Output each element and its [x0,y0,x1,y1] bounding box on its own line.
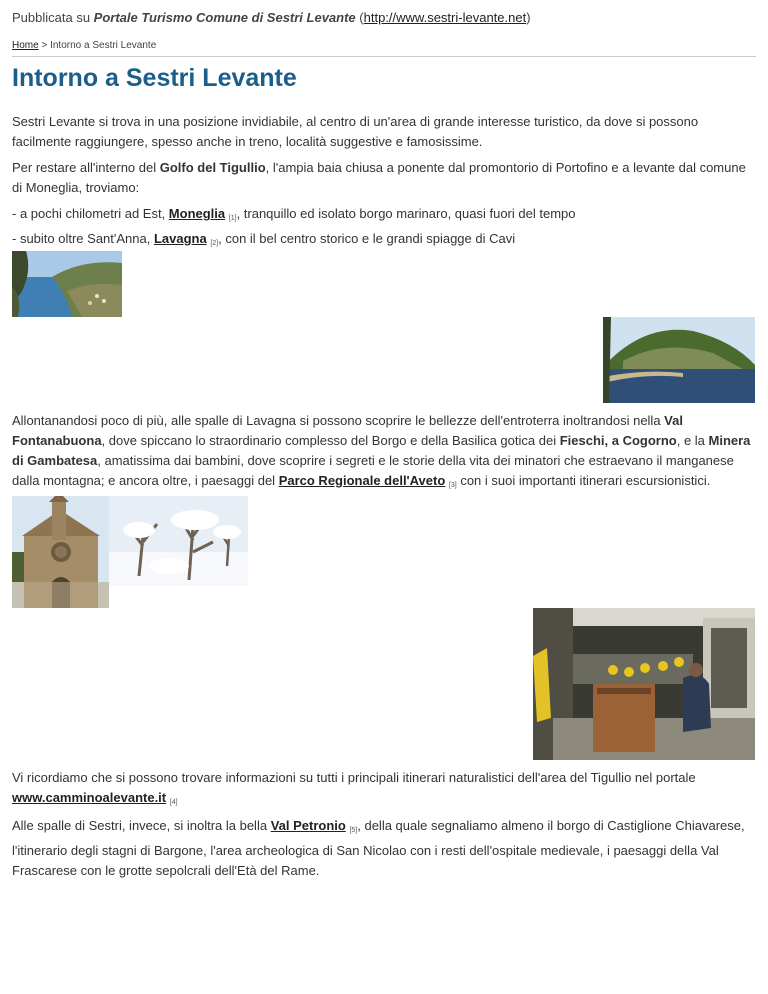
gambatesa-mine-photo [533,608,755,760]
tigullio-text-after: , l'ampia baia chiusa a ponente dal promontorio di Portofino e a levante dal comune di Moneglia, troviamo: [12,160,746,195]
site-url-link[interactable]: http://www.sestri-levante.net [363,10,527,25]
entroterra-paragraph [12,411,752,496]
ref-4: [4] [169,799,178,806]
breadcrumb [12,40,156,51]
minera-gambatesa-bold: Minera di Gambatesa [12,433,751,468]
basilica-fieschi-photo [12,496,109,608]
lavagna-bay-photo [603,317,755,403]
ref-5: [5] [349,827,358,834]
tigullio-text-before: Per restare all'interno del [12,160,160,175]
golfo-del-tigullio-bold: Golfo del Tigullio [159,160,266,175]
entroterra-text-2: , dove spiccano lo straordinario complesso del Borgo e della Basilica gotica dei [101,433,560,448]
petronio-text-1: Alle spalle di Sestri, invece, si inoltra la bella [12,818,271,833]
published-on-line [12,10,531,25]
entroterra-text-3: , e la [676,433,709,448]
url-open-paren: ( [355,10,364,25]
page-title: Intorno a Sestri Levante [12,64,297,92]
moneglia-coast-photo [12,251,122,317]
breadcrumb-current: Intorno a Sestri Levante [50,40,157,51]
camminoalevante-link[interactable]: www.camminoalevante.it [12,790,167,805]
fieschi-cogorno-bold: Fieschi, a Cogorno [559,433,677,448]
tigullio-paragraph [12,158,752,198]
header-divider [12,56,756,57]
val-fontanabuona-bold: Val Fontanabuona [12,413,683,448]
entroterra-text-4: , amatissima dai bambini, dove scoprire i segreti e le storie della vita dei minatori che estraevano il manganese dalla montagna; e ancora oltre, i paesaggi del [12,453,734,488]
intro-paragraph: Sestri Levante si trova in una posizione invidiabile, al centro di un'area di grande interesse turistico, da dove si possono facilmente raggiungere, spesso anche in treno, località suggestive e famosissime. [12,114,699,149]
moneglia-link[interactable]: Moneglia [168,206,226,221]
petronio-text-2: , della quale segnaliamo almeno il borgo di Castiglione Chiavarese, l'itinerario degli stagni di Bargone, l'area archeologica di San Nicolao con i resti dell'ospitale medievale, i paesaggi della Val Frascarese con le grotte sepolcrali dell'Età del Rame. [12,818,745,878]
ref-3: [3] [448,482,457,489]
petronio-paragraph [12,816,752,881]
list-item-moneglia [12,206,575,221]
entroterra-text-1: Allontanandosi poco di più, alle spalle di Lavagna si possono scoprire le bellezze dell'entroterra inoltrandosi nella [12,413,665,428]
list-item-suffix: , tranquillo ed isolato borgo marinaro, quasi fuori del tempo [236,206,576,221]
val-petronio-link[interactable]: Val Petronio [270,818,346,833]
entroterra-text-5: con i suoi importanti itinerari escursionistici. [456,473,711,488]
destinations-list [12,204,752,254]
breadcrumb-home-link[interactable]: Home [12,40,39,51]
ref-2: [2] [210,240,219,247]
cammino-text: Vi ricordiamo che si possono trovare informazioni su tutti i principali itinerari naturalistici dell'area del Tigullio nel portale [12,770,696,785]
list-item-prefix: - a pochi chilometri ad Est, [12,206,169,221]
list-item-lavagna [12,231,515,246]
list-item-suffix: , con il bel centro storico e le grandi spiagge di Cavi [218,231,516,246]
url-close-paren: ) [526,10,531,25]
parco-aveto-link[interactable]: Parco Regionale dell'Aveto [278,473,446,488]
site-name: Portale Turismo Comune di Sestri Levante [93,10,356,25]
published-prefix: Pubblicata su [12,10,94,25]
cammino-paragraph [12,768,752,813]
breadcrumb-separator: > [38,40,51,51]
lavagna-link[interactable]: Lavagna [153,231,207,246]
snowy-aveto-photo [109,496,248,586]
list-item-prefix: - subito oltre Sant'Anna, [12,231,154,246]
ref-1: [1] [228,215,237,222]
